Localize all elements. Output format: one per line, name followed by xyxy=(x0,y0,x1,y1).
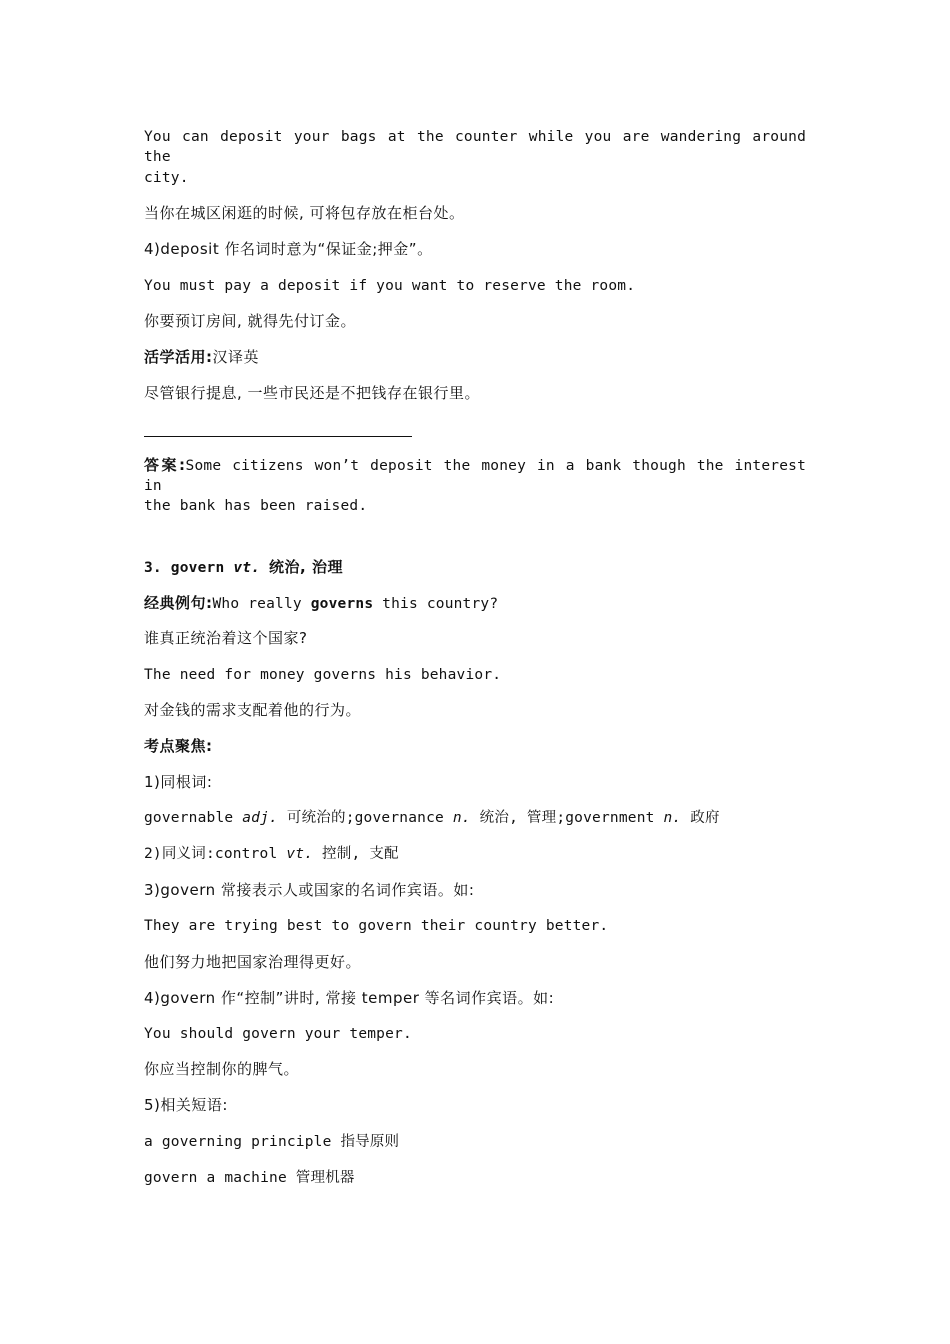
synonym-pos: vt. xyxy=(286,846,314,862)
deposit-example-1-en-line-2: city. xyxy=(144,170,189,186)
govern-heading-meaning: 统治, 治理 xyxy=(269,558,343,576)
cognate-3-meaning: 政府 xyxy=(681,810,720,826)
practice-question: 尽管银行提息, 一些市民还是不把钱存在银行里。 xyxy=(144,384,481,402)
govern-heading xyxy=(144,557,343,578)
practice-label: 活学活用: xyxy=(144,348,213,366)
govern-point-3: 3)govern 常接表示人或国家的名词作宾语。如: xyxy=(144,881,475,899)
govern-point-5: 5)相关短语: xyxy=(144,1096,228,1114)
govern-example-2-en: The need for money governs his behavior. xyxy=(144,667,502,683)
deposit-example-1-zh: 当你在城区闲逛的时候, 可将包存放在柜台处。 xyxy=(144,204,465,222)
deposit-example-2-en: You must pay a deposit if you want to reserve the room. xyxy=(144,278,636,294)
deposit-point-4: 4)deposit 作名词时意为“保证金;押金”。 xyxy=(144,240,433,258)
cognate-2-pos: n. xyxy=(452,810,471,826)
govern-point-4-en: You should govern your temper. xyxy=(144,1026,412,1042)
answer-text-1: Some citizens won’t deposit the money in a bank though the interest in xyxy=(144,458,806,494)
govern-point-4: 4)govern 作“控制”讲时, 常接 temper 等名词作宾语。如: xyxy=(144,989,555,1007)
example-1-post: this country? xyxy=(373,596,499,612)
govern-example-1-zh: 谁真正统治着这个国家? xyxy=(144,629,308,647)
answer-blank-line xyxy=(144,436,412,437)
deposit-example-1-en-line-1: You can deposit your bags at the counter while you are wandering around the xyxy=(144,129,806,165)
example-label: 经典例句: xyxy=(144,594,213,612)
practice-line xyxy=(144,347,259,367)
answer-line-1 xyxy=(144,455,806,496)
govern-point-3-en: They are trying best to govern their country better. xyxy=(144,918,609,934)
govern-point-3-zh: 他们努力地把国家治理得更好。 xyxy=(144,953,362,971)
cognate-1-pos: adj. xyxy=(242,810,278,826)
answer-line-2: the bank has been raised. xyxy=(144,498,368,514)
cognate-3: 统治, 管理;government xyxy=(470,810,664,826)
synonym-meaning: 控制, 支配 xyxy=(313,846,399,862)
govern-heading-pos: vt. xyxy=(233,560,261,576)
phrase-2: govern a machine 管理机器 xyxy=(144,1170,355,1186)
deposit-example-2-zh: 你要预订房间, 就得先付订金。 xyxy=(144,312,357,330)
cognate-3-pos: n. xyxy=(663,810,682,826)
focus-label: 考点聚焦: xyxy=(144,737,213,755)
example-1-pre: Who really xyxy=(212,596,311,612)
practice-task: 汉译英 xyxy=(212,348,260,366)
govern-point-1: 1)同根词: xyxy=(144,773,213,791)
cognate-words xyxy=(144,808,720,828)
govern-example-1 xyxy=(144,593,498,614)
answer-label: 答案: xyxy=(144,456,186,474)
synonym-pre: 2)同义词:control xyxy=(144,846,287,862)
govern-example-2-zh: 对金钱的需求支配着他的行为。 xyxy=(144,701,362,719)
cognate-1: governable xyxy=(144,810,243,826)
example-1-bold: governs xyxy=(310,596,374,612)
govern-point-2 xyxy=(144,844,399,864)
govern-point-4-zh: 你应当控制你的脾气。 xyxy=(144,1060,300,1078)
govern-heading-word: 3. govern xyxy=(144,560,225,576)
cognate-2: 可统治的;governance xyxy=(277,810,453,826)
phrase-1: a governing principle 指导原则 xyxy=(144,1134,400,1150)
